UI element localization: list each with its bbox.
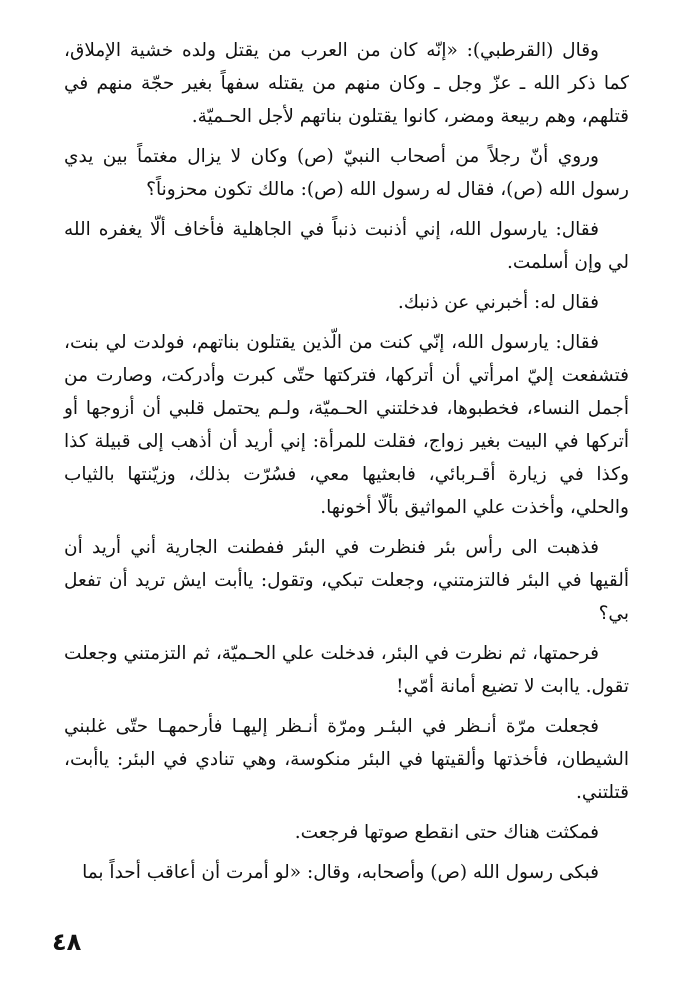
paragraph-silence: فمكثت هناك حتى انقطع صوتها فرجعت. <box>294 822 599 843</box>
paragraph-man-confession: فقال: يارسول الله، إني أذنبت ذنباً في الجاهلية فأخاف ألّا يغفره الله لي وإن أسلمت. <box>64 219 629 273</box>
paragraph-narration-intro: وروي أنّ رجلاً من أصحاب النبيّ (ص) وكان لا يزال مغتماً بين يدي رسول الله (ص)، فقال له رسول الله (ص): مالك تكون محزوناً؟ <box>64 146 629 200</box>
body-text <box>64 34 629 896</box>
paragraph-well: فذهبت الى رأس بئر فنظرت في البئر ففطنت الجارية أني أريد أن ألقيها في البئر فالتزمتني، وجعلت تبكي، وتقول: ياأبت ايش تريد أن تفعل بي؟ <box>64 537 629 624</box>
paragraph-prophet-weeps: فبكى رسول الله (ص) وأصحابه، وقال: «لو أمرت أن أعاقب أحداً بما <box>82 862 599 883</box>
page-number: ٤٨ <box>52 928 82 956</box>
paragraph-throwing: فجعلت مرّة أنـظر في البئـر ومرّة أنـظر إليهـا فأرحمهـا حتّى غلبني الشيطان، فأخذتها وألقيتها في البئر منكوسة، وهي تنادي في البئر: ياأبت، قتلتني. <box>64 716 629 803</box>
paragraph-mercy: فرحمتها، ثم نظرت في البئر، فدخلت علي الحـميّة، ثم التزمتني وجعلت تقول. ياابت لا تضيع أمانة أمّي! <box>64 643 629 697</box>
paragraph-story: فقال: يارسول الله، إنّي كنت من الّذين يقتلون بناتهم، فولدت لي بنت، فتشفعت إليّ امرأتي أن أتركها، فتركتها حتّى كبرت وأدركت، وصارت من أجمل النساء، فخطبوها، فدخلتني الحـميّة، ولـم يحتمل قلبي أن أزوجها أو أتركها في البيت بغير زواج، فقلت للمرأة: إني أريد أن أذهب إلى قبيلة كذا وكذا في زيارة أقـربائي، فابعثيها معي، فسُرّت بذلك، وزيّنتها بالثياب والحلي، وأخذت علي المواثيق بألّا أخونها. <box>64 332 629 518</box>
paragraph-prophet-asks: فقال له: أخبرني عن ذنبك. <box>397 292 599 313</box>
paragraph-qurtubi-quote: وقال (القرطبي): «إنّه كان من العرب من يقتل ولده خشية الإملاق، كما ذكر الله ـ عزّ وجل ـ وكان منهم من يقتله سفهاً بغير حجّة منهم في قتلهم، وهم ربيعة ومضر، كانوا يقتلون بناتهم لأجل الحـميّة. <box>64 40 629 127</box>
